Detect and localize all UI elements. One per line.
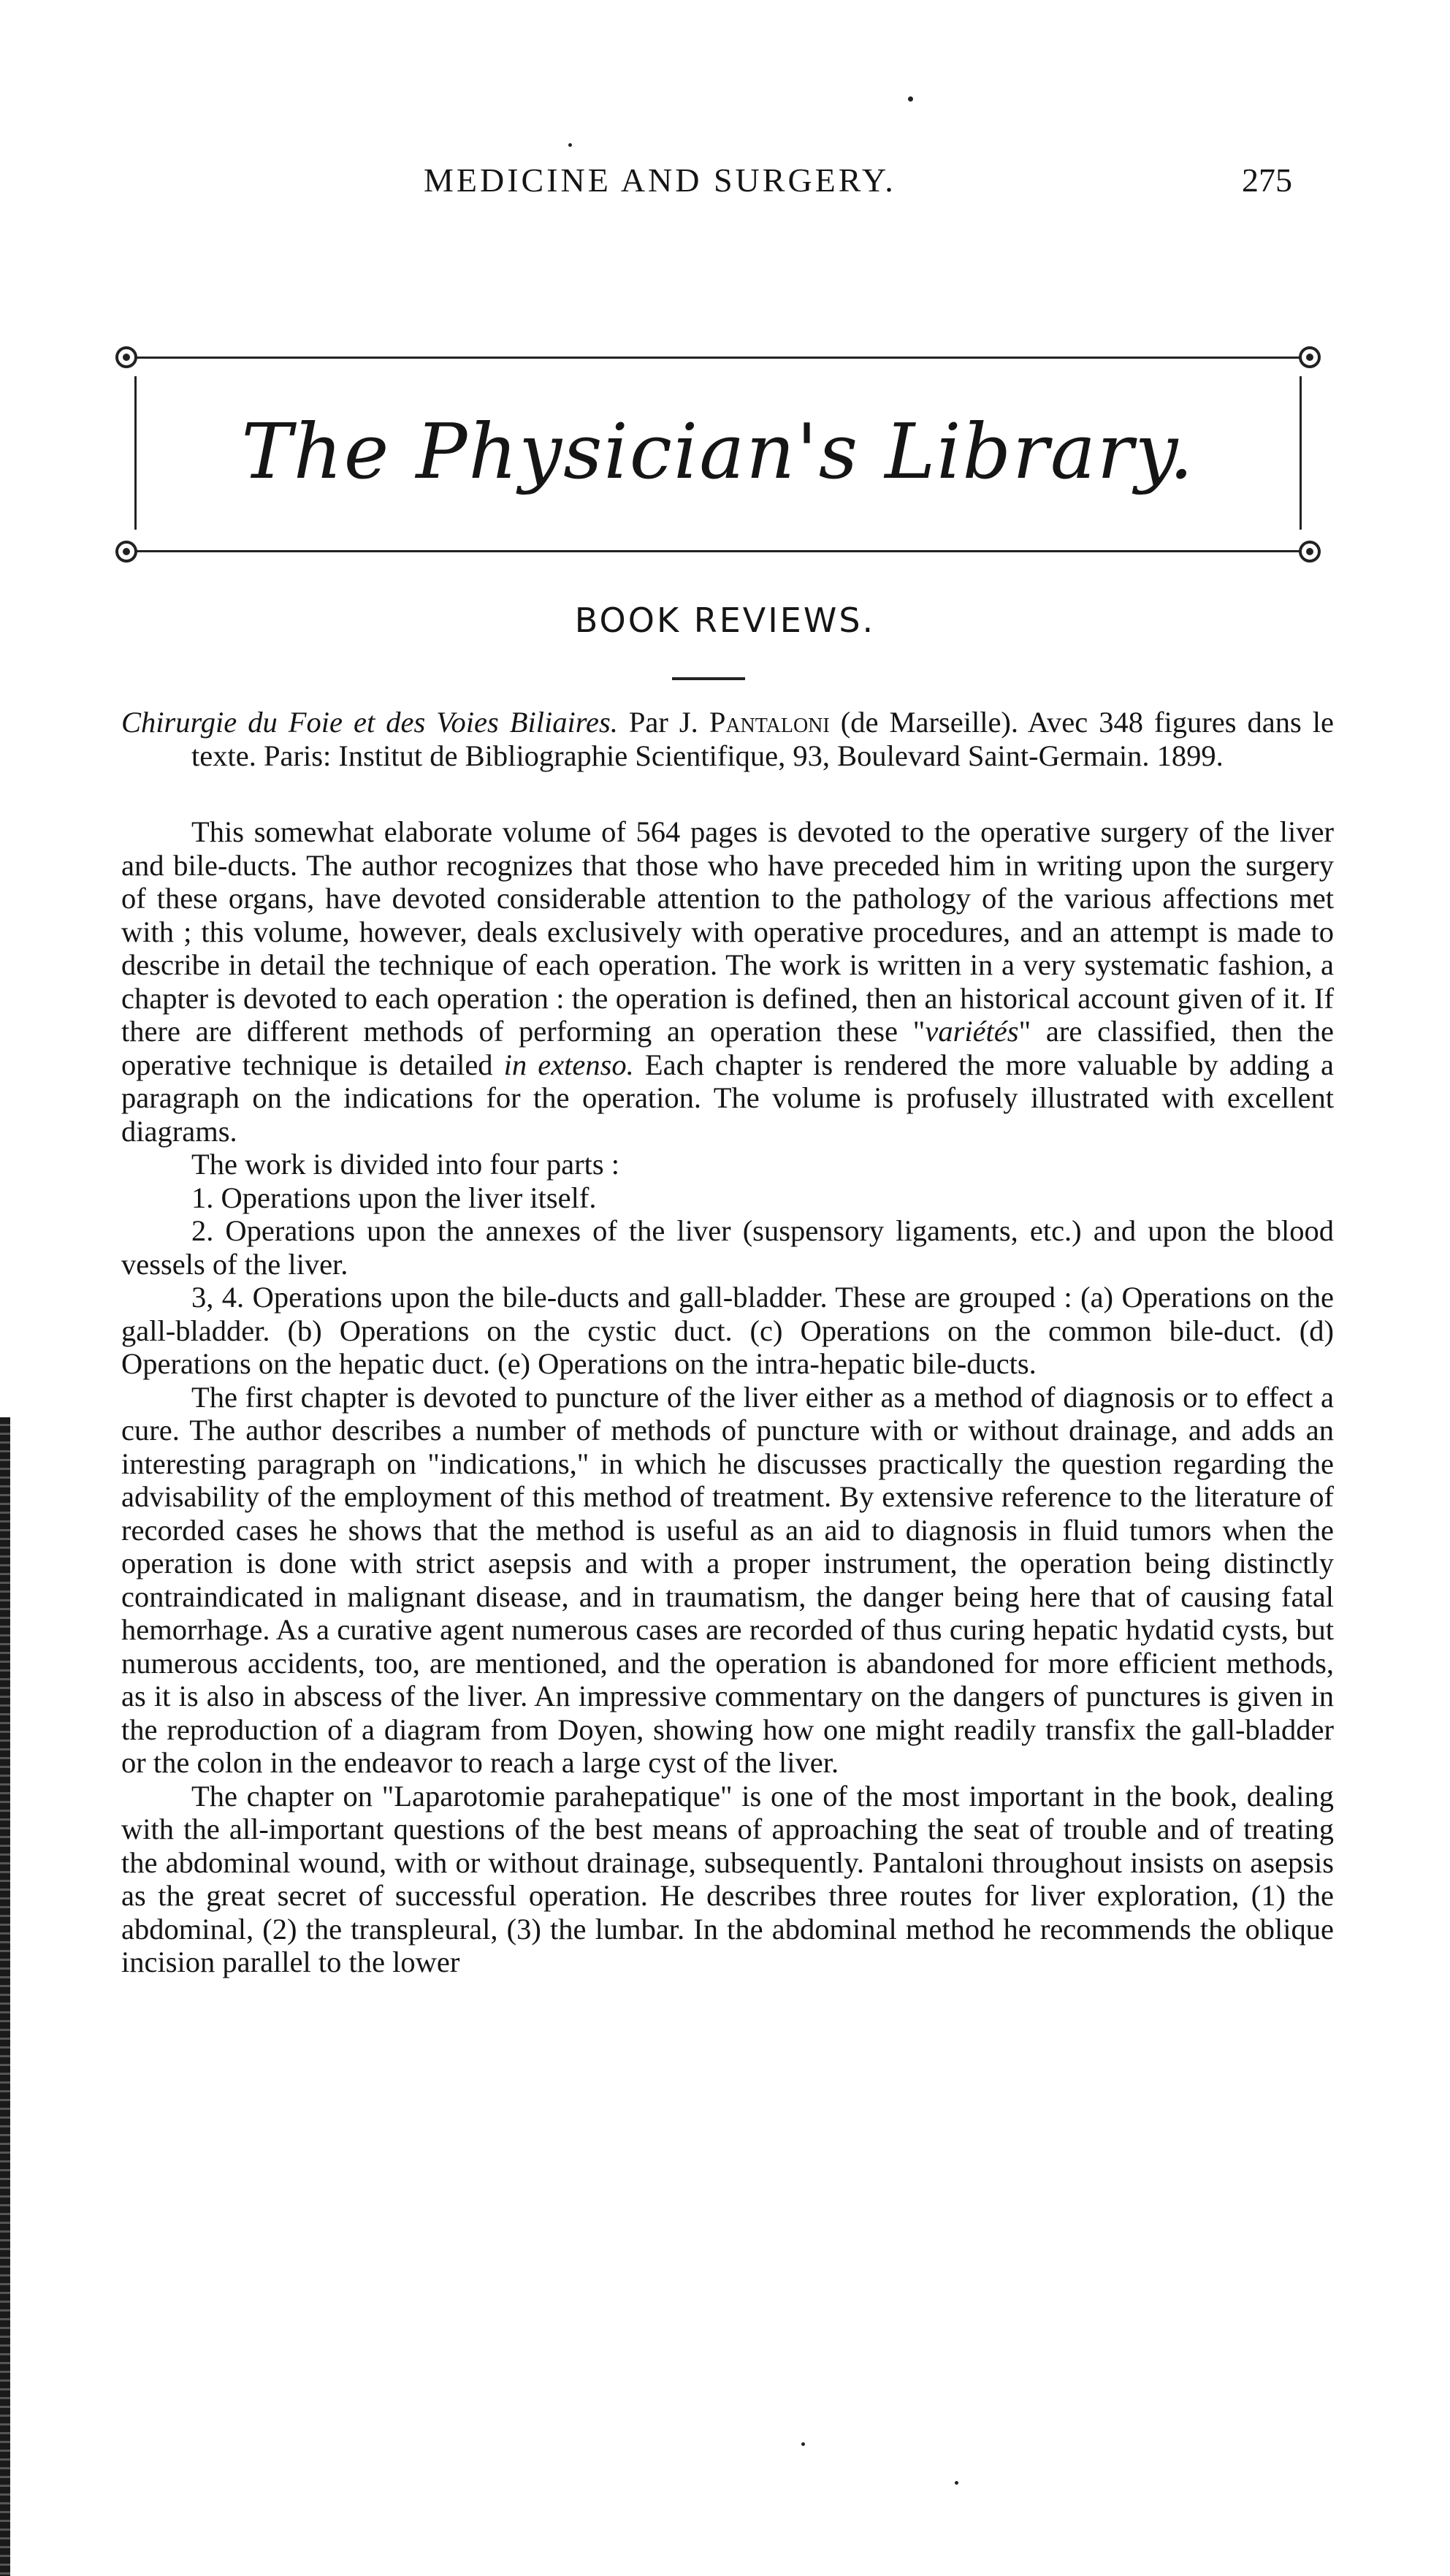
banner-title: The Physician's Library. [241, 407, 1195, 496]
paragraph-text: This somewhat elaborate volume of 564 pages is devoted to the operative surgery of the liver and bile-ducts. The author recognizes that those who have preceded him in writing upon the surgery of these organs, have devoted considerable attention to the pathology of the various affections met with ; this volume, however, deals exclusively with operative procedures, and an attempt is made to describe in detail the technique of each operation. The work is written in a very systematic fashion, a chapter is devoted to each operation : the operation is defined, then an historical account given of it. If there are different methods of performing an operation these " [121, 815, 1334, 1048]
list-item: 2. Operations upon the annexes of the liver (suspensory ligaments, etc.) and upon the blood vessels of the liver. [121, 1214, 1334, 1281]
review-body [121, 815, 1334, 1979]
citation-author: Pantaloni [709, 706, 830, 739]
ink-speck [908, 96, 913, 102]
ink-speck [801, 2442, 805, 2446]
page-number: 275 [1242, 161, 1292, 199]
ornament-circle-icon [1299, 541, 1321, 563]
paragraph-text: " are classified, then the operative technique is detailed [121, 1015, 1334, 1081]
list-item: 1. Operations upon the liver itself. [191, 1181, 597, 1214]
ornament-circle-icon [115, 346, 137, 368]
italic-term: variétés [925, 1015, 1019, 1048]
ornament-circle-icon [1299, 346, 1321, 368]
italic-term: in extenso. [503, 1048, 634, 1081]
scan-edge [0, 1417, 10, 2576]
body-paragraph: The chapter on "Laparotomie parahepatique" is one of the most important in the book, dealing with the all-important questions of the best means of approaching the seat of trouble and of treating the abdominal wound, with or without drainage, subsequently. Pantaloni throughout insists on asepsis as the great secret of successful operation. He describes three routes for liver exploration, (1) the abdominal, (2) the transpleural, (3) the lumbar. In the abdominal method he recommends the oblique incision parallel to the lower [121, 1779, 1334, 1978]
body-paragraph [121, 815, 1334, 1148]
ink-speck [955, 2481, 958, 2485]
citation-paragraph [121, 706, 1334, 772]
body-paragraph: The first chapter is devoted to puncture of the liver either as a method of diagnosis or to effect a cure. The author describes a number of methods of puncture with or without drainage, and adds an interesting paragraph on "indications," in which he discusses practically the question regarding the advisability of the employment of this method of treatment. By extensive reference to the literature of recorded cases he shows that the method is useful as an aid to diagnosis in fluid tumors when the operation is done with strict asepsis and with a proper instrument, the operation being distinctly contraindicated in malignant disease, and in traumatism, the danger being here that of causing fatal hemorrhage. As a curative agent numerous cases are recorded of thus curing hepatic hydatid cysts, but numerous accidents, too, are mentioned, and the operation is abandoned for more efficient methods, as it is also in abscess of the liver. An impressive commentary on the dangers of punctures is given in the reproduction of a diagram from Doyen, showing how one might readily transfix the gall-bladder or the colon in the endeavor to reach a large cyst of the liver. [121, 1380, 1334, 1779]
citation-title: Chirurgie du Foie et des Voies Biliaires. [121, 706, 618, 739]
ornament-circle-icon [115, 541, 137, 563]
citation-details: (de Marseille). Avec 348 figures dans le texte. Paris: Institut de Bibliographie Scientifique, 93, Boulevard Saint-Germain. 1899. [191, 706, 1334, 772]
running-head: MEDICINE AND SURGERY. [424, 161, 896, 199]
citation-author-prefix: Par J. [628, 706, 698, 739]
paragraph-text: Each chapter is rendered the more valuable by adding a paragraph on the indications for the operation. The volume is profusely illustrated with excellent diagrams. [121, 1048, 1334, 1148]
review-citation [121, 706, 1334, 772]
section-title: BOOK REVIEWS. [574, 601, 876, 640]
body-paragraph: The work is divided into four parts : [191, 1148, 620, 1181]
library-banner [130, 357, 1306, 552]
ink-speck [568, 143, 572, 147]
title-rule [672, 677, 745, 680]
list-item: 3, 4. Operations upon the bile-ducts and gall-bladder. These are grouped : (a) Operations on the gall-bladder. (b) Operations on the cystic duct. (c) Operations on the common bile-duct. (d) Operations on the hepatic duct. (e) Operations on the intra-hepatic bile-ducts. [121, 1281, 1334, 1380]
